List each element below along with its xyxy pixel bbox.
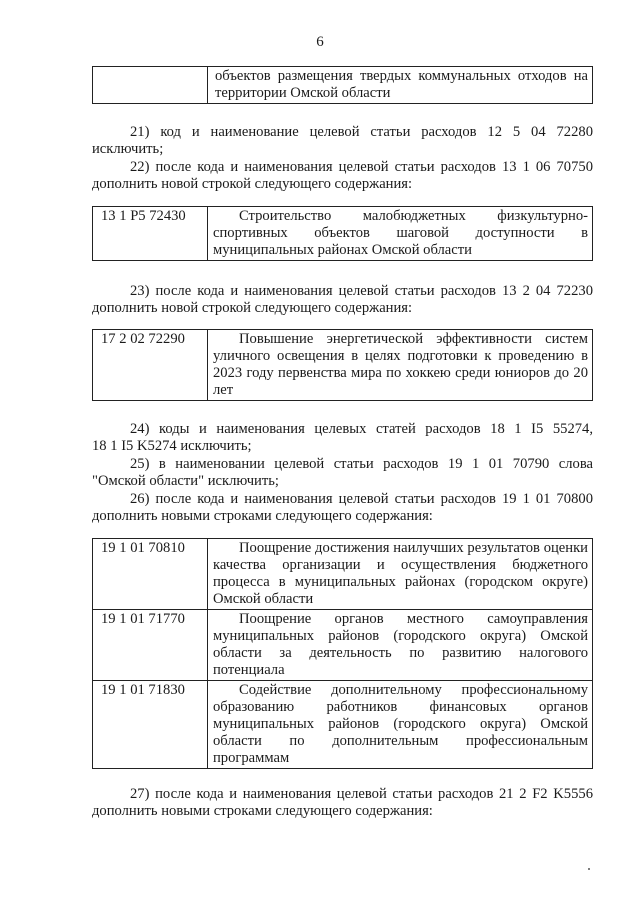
table-row [93,681,593,769]
item-27 [92,786,593,820]
table-cell-text [208,207,593,261]
item-24-line2: 18 1 I5 K5274 исключить; [92,438,252,454]
item-21-line1: 21) код и наименование целевой статьи расходов 12 5 04 72280 [130,124,593,140]
table-cell-text [208,539,593,610]
item-26 [92,491,593,525]
table-cell-code: 17 2 02 72290 [93,330,208,401]
table-cell-code: 13 1 P5 72430 [93,207,208,261]
table-cell-text [208,681,593,769]
table-19-1-01 [92,538,593,769]
item-26-line1: 26) после кода и наименования целевой статьи расходов 19 1 01 70800 [130,491,593,507]
table-continuation [92,66,593,104]
table-13-1-p5 [92,206,593,261]
item-22-line1: 22) после кода и наименования целевой статьи расходов 13 1 06 70750 [130,159,593,175]
item-25 [92,456,593,490]
item-26-line2: дополнить новыми строками следующего содержания: [92,508,433,524]
item-24-line1: 24) коды и наименования целевых статей расходов 18 1 I5 55274, [130,421,593,437]
table-row [93,539,593,610]
item-21-line2: исключить; [92,141,164,157]
page-number: 6 [316,34,324,50]
table-cell-code: 19 1 01 71770 [93,610,208,681]
item-23 [92,283,593,317]
item-21 [92,124,593,158]
row-text: Содействие дополнительному профессиональному образованию работников финансовых органов муниципальных районов (городского округа) Омской области по дополнительным профессиональным программам [213,682,588,766]
table-cell-text [208,330,593,401]
item-22 [92,159,593,193]
item-27-line2: дополнить новыми строками следующего содержания: [92,803,433,819]
row-text: Поощрение достижения наилучших результатов оценки качества организации и осуществления бюджетного процесса в муниципальных районах (городском округе) Омской области [213,540,588,607]
table-cell-text [208,67,593,104]
item-25-line2: "Омской области" исключить; [92,473,279,489]
table-17-2-02 [92,329,593,401]
row-text: объектов размещения твердых коммунальных отходов на территории Омской области [215,68,588,101]
item-24 [92,421,593,455]
table-row [93,67,593,104]
table-cell-text [208,610,593,681]
table-cell-code [93,67,208,104]
row-text: Повышение энергетической эффективности систем уличного освещения в целях подготовки к проведению в 2023 году первенства мира по хоккею среди юниоров до 20 лет [213,331,588,398]
table-cell-code: 19 1 01 71830 [93,681,208,769]
item-27-line1: 27) после кода и наименования целевой статьи расходов 21 2 F2 K5556 [130,786,593,802]
item-23-line2: дополнить новой строкой следующего содержания: [92,300,413,316]
table-row [93,610,593,681]
row-text: Строительство малобюджетных физкультурно-спортивных объектов шаговой доступности в муниципальных районах Омской области [213,208,588,258]
scan-speck [588,868,590,870]
table-cell-code: 19 1 01 70810 [93,539,208,610]
table-row [93,207,593,261]
table-row [93,330,593,401]
item-25-line1: 25) в наименовании целевой статьи расходов 19 1 01 70790 слова [130,456,593,472]
item-22-line2: дополнить новой строкой следующего содержания: [92,176,413,192]
item-23-line1: 23) после кода и наименования целевой статьи расходов 13 2 04 72230 [130,283,593,299]
row-text: Поощрение органов местного самоуправления муниципальных районов (городского округа) Омской области за деятельность по развитию налогового потенциала [213,611,588,678]
